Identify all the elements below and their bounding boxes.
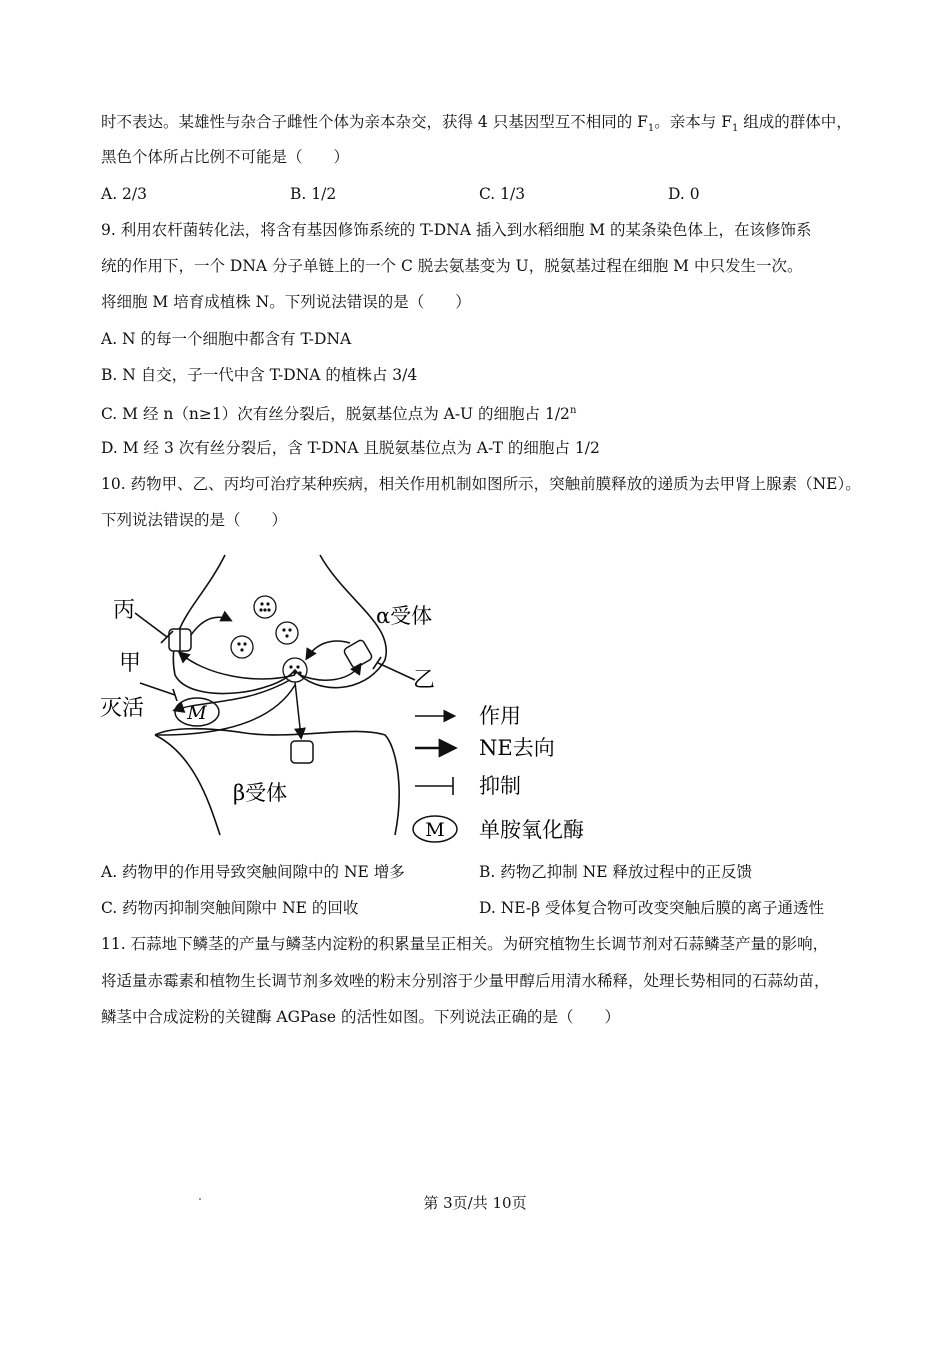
- q11-line-3: 鳞茎中合成淀粉的关键酶 AGPase 的活性如图。下列说法正确的是（ ）: [101, 1008, 621, 1026]
- q9-line-3: 将细胞 M 培育成植株 N。下列说法错误的是（ ）: [101, 293, 471, 311]
- q9-option-c: C. M 经 n（n≥1）次有丝分裂后，脱氨基位点为 A-U 的细胞占 1/2$^n$: [101, 405, 577, 424]
- q9-option-b: B. N 自交，子一代中含 T-DNA 的植株占 3/4: [101, 366, 418, 384]
- q10-line-1: 10. 药物甲、乙、丙均可治疗某种疾病，相关作用机制如图所示，突触前膜释放的递质为去甲肾上腺素（NE）。: [101, 475, 861, 493]
- legend-ne: NE去向: [479, 736, 555, 760]
- q10-option-c: C. 药物丙抑制突触间隙中 NE 的回收: [101, 899, 359, 917]
- label-jia: 甲: [119, 651, 142, 676]
- legend: [413, 704, 584, 842]
- q10-option-a: A. 药物甲的作用导致突触间隙中的 NE 增多: [101, 863, 405, 881]
- mao-label: M: [187, 702, 207, 724]
- legend-action: 作用: [479, 704, 521, 728]
- legend-mao: 单胺氧化酶: [479, 818, 584, 842]
- page-footer: 第 3页/共 10页: [423, 1194, 527, 1212]
- q10-line-2: 下列说法错误的是（ ）: [101, 511, 288, 529]
- legend-inhibit: 抑制: [479, 774, 521, 798]
- label-bing: 丙: [113, 598, 136, 623]
- beta-receptor: [291, 741, 313, 763]
- alpha-receptor: [343, 639, 373, 669]
- label-miehuo: 灭活: [100, 696, 145, 721]
- q9-option-a: A. N 的每一个细胞中都含有 T-DNA: [101, 330, 352, 348]
- q10-option-b: B. 药物乙抑制 NE 释放过程中的正反馈: [479, 863, 752, 881]
- q8-option-c: C. 1/3: [479, 185, 526, 203]
- q8-line-2: 黑色个体所占比例不可能是（ ）: [101, 148, 350, 166]
- q11-line-1: 11. 石蒜地下鳞茎的产量与鳞茎内淀粉的积累量呈正相关。为研究植物生长调节剂对石蒜鳞茎产量的影响，: [101, 935, 829, 953]
- q9-option-d: D. M 经 3 次有丝分裂后，含 T-DNA 且脱氨基位点为 A-T 的细胞占 1/2: [101, 439, 600, 457]
- q9-line-1: 9. 利用农杆菌转化法，将含有基因修饰系统的 T-DNA 插入到水稻细胞 M 的某条染色体上，在该修饰系: [101, 221, 812, 239]
- q9-line-2: 统的作用下，一个 DNA 分子单链上的一个 C 脱去氨基变为 U，脱氨基过程在细胞 M 中只发生一次。: [101, 257, 803, 275]
- legend-m: M: [425, 819, 445, 841]
- label-yi: 乙: [413, 668, 436, 693]
- q10-option-d: D. NE-β 受体复合物可改变突触后膜的离子通透性: [479, 899, 825, 917]
- label-beta: β受体: [233, 781, 288, 805]
- q8-option-b: B. 1/2: [290, 185, 337, 203]
- label-alpha: α受体: [376, 604, 433, 628]
- q11-line-2: 将适量赤霉素和植物生长调节剂多效唑的粉末分别溶于少量甲醇后用清水稀释，处理长势相同的石蒜幼苗，: [101, 972, 830, 990]
- ne-dots: [237, 602, 301, 674]
- q8-option-a: A. 2/3: [101, 185, 147, 203]
- synapse-diagram: [95, 545, 615, 845]
- q8-line-1: 时不表达。某雄性与杂合子雌性个体为亲本杂交，获得 4 只基因型互不相同的 $F_1$。亲本与 $F_1$ 组成的群体中，: [101, 113, 852, 135]
- q8-option-d: D. 0: [668, 185, 700, 203]
